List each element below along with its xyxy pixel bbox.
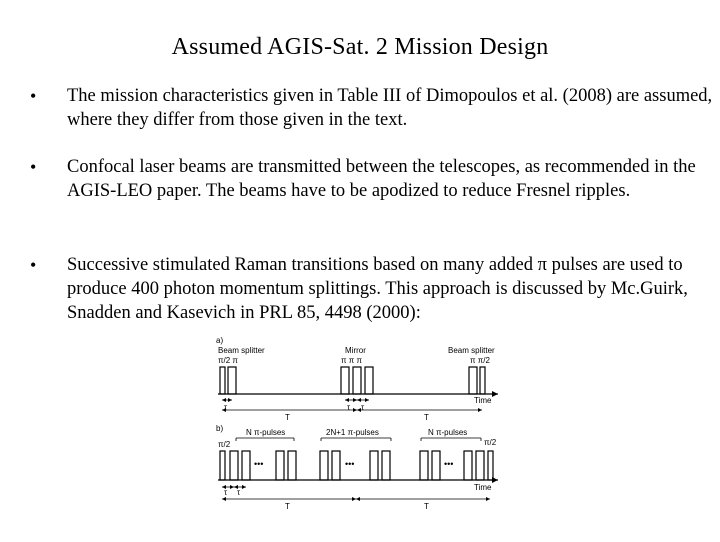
pulse-b-center-3 [370, 451, 378, 480]
panel-a [216, 337, 498, 422]
bullet-dot: • [30, 86, 37, 106]
pulse-label-left: π/2 π [218, 356, 238, 365]
pulse-label-right: π π/2 [470, 356, 490, 365]
dots-b-right: ••• [444, 459, 454, 469]
pulse-label-mirror: π π π [341, 356, 363, 365]
bullet-dot: • [30, 157, 37, 177]
right-group-label: N π-pulses [428, 428, 468, 437]
pulse-b-right-1 [420, 451, 428, 480]
bullet-dot: • [30, 255, 37, 275]
pulse-b-right-2 [432, 451, 440, 480]
beam-splitter-left-label: Beam splitter [218, 346, 265, 355]
pulse-half-b-right [488, 451, 493, 480]
pulse-half-a-right [480, 367, 485, 394]
tau-label-a-mid1: τ [347, 403, 351, 412]
pulse-b-center-1 [320, 451, 328, 480]
slide-title: Assumed AGIS-Sat. 2 Mission Design [171, 34, 549, 60]
pulse-pi-a-right [469, 367, 477, 394]
panel-b [216, 424, 498, 511]
pulse-b-right-4 [476, 451, 484, 480]
T-label-a-left: T [285, 413, 290, 422]
pulse-pi-mirror-2 [353, 367, 361, 394]
pulse-pi-mirror-1 [341, 367, 349, 394]
pulse-b-left-1 [230, 451, 238, 480]
pulse-b-right-3 [464, 451, 472, 480]
beam-splitter-right-label: Beam splitter [448, 346, 495, 355]
bullet-text-1: The mission characteristics given in Table III of Dimopoulos et al. (2008) are assumed, where they differ from those given in the text. [67, 86, 713, 130]
pulse-half-b-left [220, 451, 225, 480]
half-pulse-label-right: π/2 [484, 438, 497, 447]
tau-label-a-mid2: τ [361, 403, 365, 412]
bullet-text-3: Successive stimulated Raman transitions based on many added π pulses are used to produce 400 photon momentum splittings. This approach is discussed by Mc.Guirk, Snadden and Kasevich in PRL 85, 4498 (2000): [67, 255, 688, 323]
pulse-b-left-3 [276, 451, 284, 480]
time-label-b: Time [474, 483, 492, 492]
brace-right-group [421, 438, 481, 441]
pulse-b-center-2 [332, 451, 340, 480]
pulse-b-left-2 [242, 451, 250, 480]
bullet-item-2 [30, 155, 720, 203]
brace-center-group [321, 438, 391, 441]
pulse-sequence-figure [206, 337, 511, 537]
pulse-half-a-left [220, 367, 225, 394]
tau-label-b-1: τ [224, 488, 228, 497]
pulse-pi-a-left [228, 367, 236, 394]
left-group-label: N π-pulses [246, 428, 286, 437]
mirror-label: Mirror [345, 346, 366, 355]
dots-b-center: ••• [345, 459, 355, 469]
bullet-item-1 [30, 84, 720, 132]
tau-label-b-2: τ [237, 488, 241, 497]
panel-a-tag: a) [216, 337, 224, 345]
bullet-text-2: Confocal laser beams are transmitted between the telescopes, as recommended in the AGIS-LEO paper. The beams have to be apodized to reduce Fresnel ripples. [67, 157, 696, 201]
T-label-b-right: T [424, 502, 429, 511]
brace-left-group [236, 438, 294, 441]
T-label-b-left: T [285, 502, 290, 511]
pulse-pi-mirror-3 [365, 367, 373, 394]
panel-b-tag: b) [216, 424, 224, 433]
pulse-b-left-4 [288, 451, 296, 480]
pulse-b-center-4 [382, 451, 390, 480]
time-label-a: Time [474, 396, 492, 405]
dots-b-left: ••• [254, 459, 264, 469]
bullet-item-3 [30, 253, 720, 325]
tau-label-a-left: τ [224, 403, 228, 412]
T-label-a-right: T [424, 413, 429, 422]
half-pulse-label-left: π/2 [218, 440, 231, 449]
center-group-label: 2N+1 π-pulses [326, 428, 379, 437]
